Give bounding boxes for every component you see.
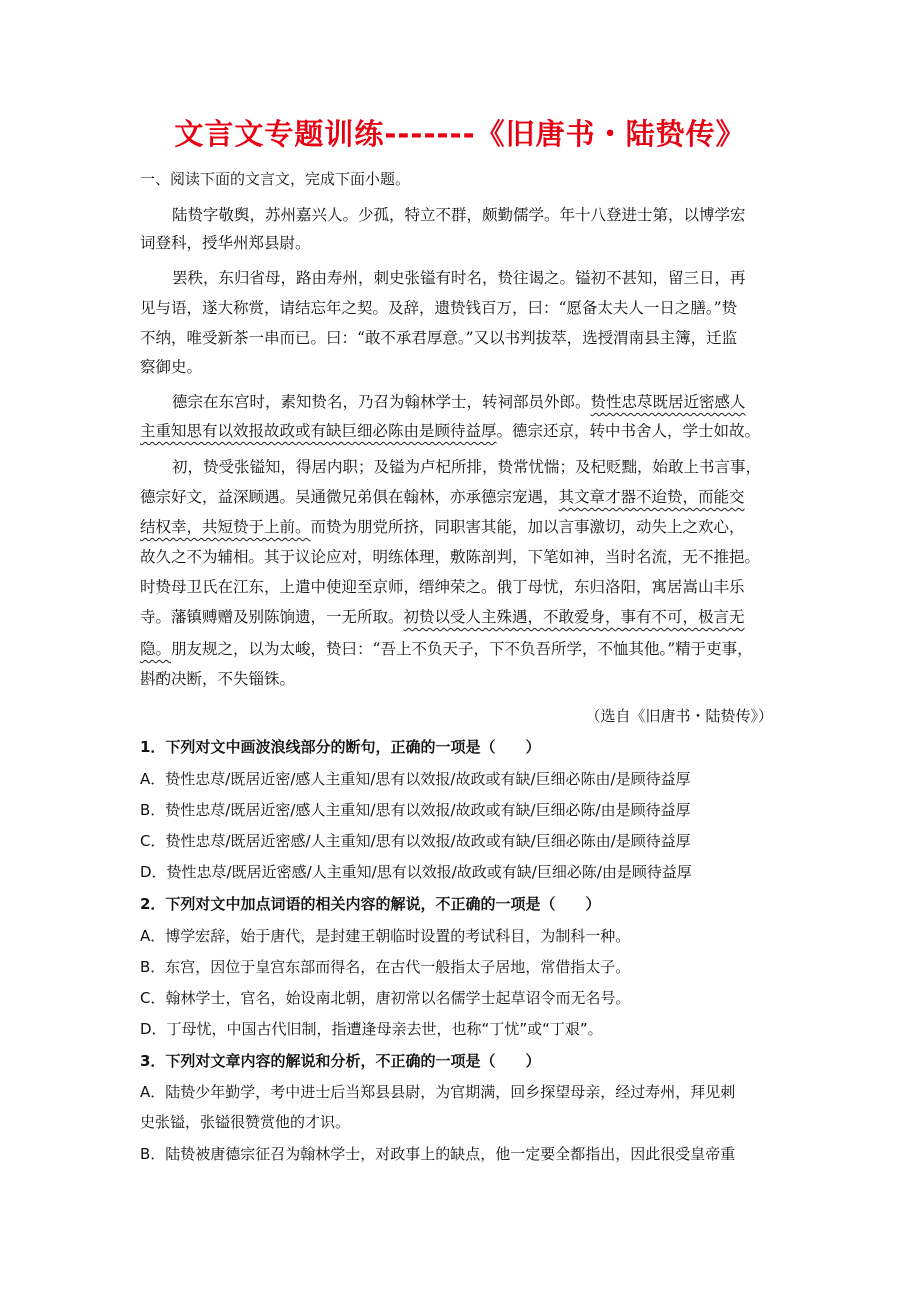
- question-stem: [140, 893, 600, 914]
- underlined-text: 结权幸，共短贽于上前。: [140, 518, 311, 536]
- option-c: C．贽性忠荩/既居近密感/人主重知/思有以效报/故政或有缺/巨细必陈由/是顾待益厚: [140, 832, 691, 850]
- question-stem-text: 3．下列对文章内容的解说和分析，不正确的一项是（ ）: [140, 1052, 541, 1070]
- passage-line: 斟酌决断，不失锱铢。: [140, 670, 296, 688]
- passage-text: 朋友规之，以为太峻，贽曰：“吾上不负天子，下不负吾所学，不恤其他。”精于吏事，: [171, 640, 753, 658]
- passage-line: [140, 637, 753, 659]
- option-b: B．贽性忠荩/既居近密/感人主重知/思有以效报/故政或有缺/巨细必陈/由是顾待益厚: [140, 801, 691, 819]
- passage-line: 罢秩，东归省母，路由寿州，刺史张镒有时名，贽往谒之。镒初不甚知，留三日，再: [172, 269, 746, 287]
- passage-line: [140, 515, 745, 537]
- wavy-underlined-text: 主重知思有以效报故政或有缺巨细必陈由是顾待益厚: [140, 422, 497, 440]
- passage-line: 不纳，唯受新茶一串而已。曰：“敢不承君厚意。”又以书判拔萃，选授渭南县主簿，迁监: [140, 329, 738, 347]
- question-stem-text: 2．下列对文中加点词语的相关内容的解说，不正确的一项是（ ）: [140, 895, 601, 913]
- wavy-underlined-text: 贽性忠荩既居近密感人: [590, 393, 746, 411]
- option-a-continued: 史张镒，张镒很赞赏他的才识。: [140, 1113, 351, 1131]
- question-stem-text: 1．下列对文中画波浪线部分的断句，正确的一项是（ ）: [140, 738, 541, 756]
- option-c: C．翰林学士，官名，始设南北朝，唐初常以名儒学士起草诏令而无名号。: [140, 989, 631, 1007]
- passage-line: [172, 390, 746, 412]
- option-a: A．博学宏辞，始于唐代，是封建王朝临时设置的考试科目，为制科一种。: [140, 927, 631, 945]
- passage-text: 德宗在东宫时，素知贽名，乃召为翰林学士，转祠部员外郎。: [172, 393, 591, 411]
- option-d: D．丁母忧，中国古代旧制，指遭逢母亲去世，也称“丁忧”或“丁艰”。: [140, 1020, 603, 1038]
- option-a: A．陆贽少年勤学，考中进士后当郑县县尉，为官期满，回乡探望母亲，经过寿州，拜见刺: [140, 1083, 736, 1101]
- passage-line: 见与语，遂大称赏，请结忘年之契。及辞，遗贽钱百万，曰：“愿备太夫人一日之膳。”贽: [140, 299, 738, 317]
- option-a: A．贽性忠荩/既居近密/感人主重知/思有以效报/故政或有缺/巨细必陈由/是顾待益厚: [140, 770, 691, 788]
- page-title: 文言文专题训练-------《旧唐书・陆贽传》: [174, 117, 746, 151]
- question-stem: [140, 1050, 540, 1071]
- passage-line: 故久之不为辅相。其于议论应对，明练体理，敷陈剖判，下笔如神，当时名流，无不推挹。: [140, 548, 761, 566]
- passage-line: 时贽母卫氏在江东，上遣中使迎至京师，缙绅荣之。俄丁母忧，东归洛阳，寓居嵩山丰乐: [140, 578, 745, 596]
- passage-line: 词登科，授华州郑县尉。: [140, 234, 311, 252]
- passage-line: 察御史。: [140, 358, 203, 376]
- passage-line: [140, 605, 745, 627]
- underlined-text: 其文章才器不迨贽，而能交: [558, 488, 745, 506]
- passage-line: [140, 485, 745, 507]
- underlined-text: 隐。: [140, 640, 172, 658]
- option-b: B．陆贽被唐德宗征召为翰林学士，对政事上的缺点，他一定要全都指出，因此很受皇帝重: [140, 1145, 736, 1163]
- passage-text: 寺。藩镇赙赠及别陈饷遗，一无所取。: [140, 608, 404, 626]
- passage-source: （选自《旧唐书・陆贽传》）: [585, 707, 773, 725]
- passage-line: [140, 419, 760, 441]
- question-stem: [140, 736, 540, 757]
- passage-text: 。德宗还京，转中书舍人，学士如故。: [496, 422, 761, 440]
- section-heading: 一、阅读下面的文言文，完成下面小题。: [140, 170, 411, 188]
- passage-text: 而贽为朋党所挤，同职害其能，加以言事激切，动失上之欢心，: [310, 518, 745, 536]
- underlined-text: 初贽以受人主殊遇，不敢爱身，事有不可，极言无: [403, 608, 745, 626]
- passage-text: 德宗好文，益深顾遇。吴通微兄弟俱在翰林，亦承德宗宠遇，: [140, 488, 559, 506]
- option-b: B．东宫，因位于皇宫东部而得名，在古代一般指太子居地，常借指太子。: [140, 958, 631, 976]
- option-d: D．贽性忠荩/既居近密感/人主重知/思有以效报/故政或有缺/巨细必陈/由是顾待益厚: [140, 863, 692, 881]
- passage-line: 陆贽字敬舆，苏州嘉兴人。少孤，特立不群，颇勤儒学。年十八登进士第，以博学宏: [172, 206, 746, 224]
- passage-line: 初，贽受张镒知，得居内职；及镒为卢杞所排，贽常忧惴；及杞贬黜，始敢上书言事，: [172, 458, 762, 476]
